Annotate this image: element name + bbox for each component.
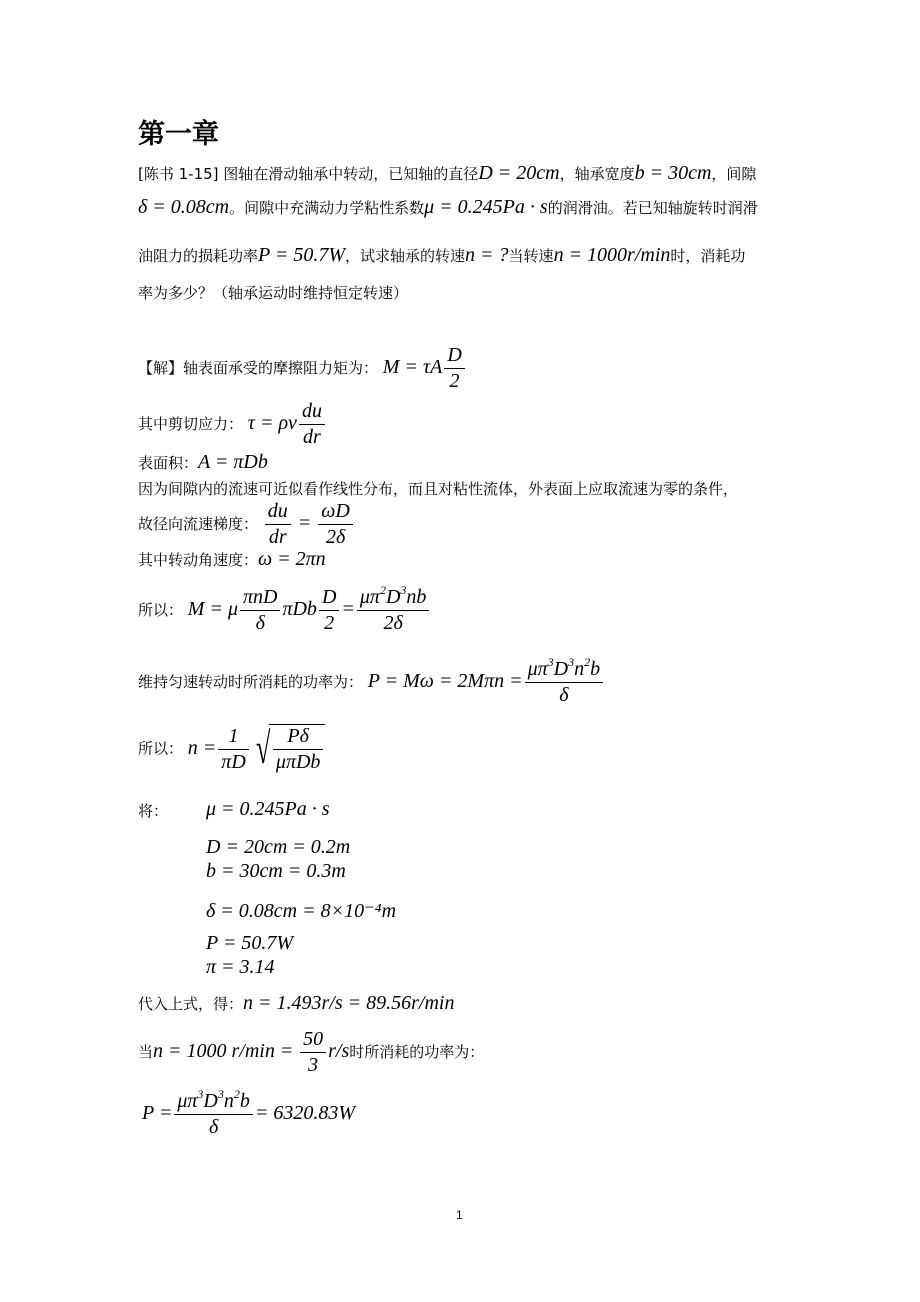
problem-line-1	[138, 162, 756, 185]
fraction: $\frac{du}{dr}$	[299, 400, 325, 449]
label: 代入上式，得：	[138, 995, 244, 1013]
label: 因为间隙内的流速可近似看作线性分布，而且对粘性流体，外表面上应取流速为零的条件，	[138, 480, 739, 498]
fraction: $\frac{du}{dr}$	[265, 500, 291, 549]
label: 所以：	[138, 601, 184, 620]
solution-result	[138, 992, 454, 1015]
square-root: √ $\frac{P\delta}{\text{μπDb}}$	[251, 724, 326, 774]
label: 其中转动角速度：	[138, 551, 259, 569]
solution-sub-label: 将：	[138, 802, 169, 820]
equation: M = τA $\frac{D}{2}$	[383, 356, 467, 378]
label: 维持匀速转动时所消耗的功率为：	[138, 673, 364, 692]
solution-power	[138, 655, 605, 707]
equation: D = 20cm	[478, 162, 560, 184]
fraction: $\frac{\mu\pi^2D^3nb}{2\delta}$	[357, 586, 430, 635]
fraction	[300, 1028, 326, 1077]
solution-torque-result	[138, 583, 431, 635]
problem-line-3	[138, 244, 745, 267]
unit: r/s	[328, 1040, 350, 1062]
label: 所以：	[138, 739, 184, 758]
sub-value-P: P = 50.7W	[206, 932, 294, 954]
equation: τ = ρν $\frac{du}{dr}$	[248, 412, 327, 434]
solution-n-formula	[138, 724, 325, 774]
sub-value-pi: π = 3.14	[206, 956, 275, 978]
label: 【解】轴表面承受的摩擦阻力矩为：	[138, 359, 379, 378]
label: 当	[138, 1043, 154, 1061]
problem-text: 当转速	[508, 247, 554, 265]
solution-shear	[138, 400, 327, 449]
fraction: $\frac{\mu\pi^3D^3n^2b}{\delta}$	[525, 658, 604, 707]
fraction: $\frac{1}{\pi D}$	[218, 725, 248, 774]
equation: μ = 0.245Pa · s	[424, 196, 548, 218]
fraction: $\frac{D}{2}$	[319, 586, 339, 635]
solution-gradient	[138, 500, 355, 549]
equation: n = 1.493r/s = 89.56r/min	[243, 992, 455, 1014]
fraction: $\frac{\omega D}{2\delta}$	[318, 500, 353, 549]
problem-line-4	[138, 282, 408, 303]
equation: ω = 2πn	[258, 548, 326, 570]
sub-value-delta: δ = 0.08cm = 8×10⁻⁴m	[206, 900, 397, 922]
equation: M = μ $\frac{\text{πnD}}{\delta}$ πDb $\frac{D}{2}$ = $\frac{\mu\pi^2D^3nb}{2\delta}$	[188, 598, 432, 620]
chapter-title: 第一章	[138, 119, 219, 150]
equation: $\frac{du}{dr}$ = $\frac{\omega D}{2\delta}$	[263, 512, 355, 534]
solution-when	[138, 1028, 484, 1077]
equation: n = $\frac{1}{\pi D}$ √ $\frac{P\delta}{\text{μπDb}}$	[188, 737, 326, 759]
problem-text: 。间隙中充满动力学粘性系数	[229, 199, 425, 217]
problem-text: 的润滑油。若已知轴旋转时润滑	[547, 199, 758, 217]
fraction-numerator: 50	[300, 1028, 326, 1053]
label: 时所消耗的功率为：	[349, 1043, 485, 1061]
problem-text: 率为多少？（轴承运动时维持恒定转速）	[138, 284, 409, 302]
label: 其中剪切应力：	[138, 415, 244, 434]
fraction: $\frac{\text{πnD}}{\delta}$	[240, 586, 280, 635]
solution-torque	[138, 344, 467, 393]
label: 故径向流速梯度：	[138, 515, 259, 534]
final-value: = 6320.83W	[254, 1102, 356, 1125]
equation: n = 1000r/min	[553, 244, 671, 266]
problem-text: ，试求轴承的转速	[345, 247, 466, 265]
equation: n = 1000 r/min =	[153, 1040, 294, 1062]
label: 表面积：	[138, 454, 199, 472]
fraction-denominator: 3	[308, 1054, 319, 1076]
problem-text: ，间隙	[711, 165, 757, 183]
equation: δ = 0.08cm	[138, 196, 230, 218]
fraction: $\frac{\mu\pi^3D^3n^2b}{\delta}$	[174, 1090, 253, 1139]
problem-source: [陈书 1-15]	[138, 165, 219, 183]
sub-value-b: b = 30cm = 0.3m	[206, 860, 346, 882]
equation: b = 30cm	[634, 162, 712, 184]
problem-text: 图轴在滑动轴承中转动，已知轴的直径	[223, 165, 479, 183]
solution-omega	[138, 548, 326, 571]
solution-final-power: P = $\frac{\mu\pi^3D^3n^2b}{\delta}$ = 6320.83W	[142, 1087, 356, 1138]
fraction: $\frac{D}{2}$	[444, 344, 464, 393]
sub-value-mu: μ = 0.245Pa · s	[206, 798, 330, 820]
problem-line-2	[138, 196, 758, 219]
problem-text: 时，消耗功	[670, 247, 746, 265]
equation: P = 50.7W	[258, 244, 346, 266]
problem-text: ，轴承宽度	[559, 165, 635, 183]
equation: A = πDb	[198, 451, 268, 473]
problem-text: 油阻力的损耗功率	[138, 247, 259, 265]
equation: P = Mω = 2Mπn = $\frac{\mu\pi^3D^3n^2b}{\delta}$	[368, 670, 605, 692]
sub-value-D: D = 20cm = 0.2m	[206, 836, 351, 858]
solution-area	[138, 451, 268, 474]
equation: n = ?	[465, 244, 509, 266]
page-number: 1	[456, 1208, 463, 1222]
solution-reason	[138, 478, 738, 499]
